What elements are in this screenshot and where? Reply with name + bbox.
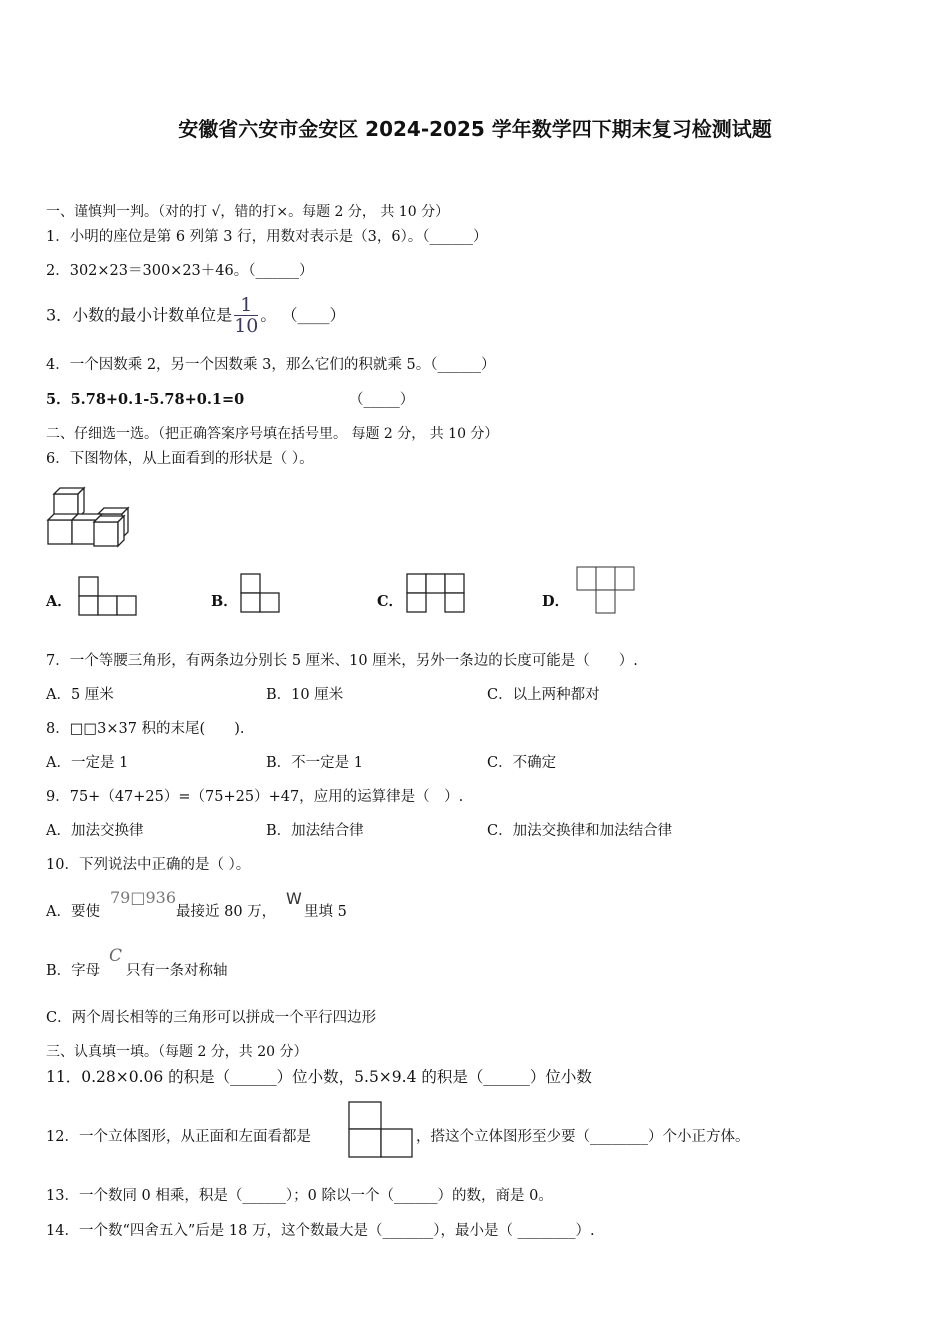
q7-option-b: B．10 厘米 (266, 687, 344, 703)
q10-option-b-letter: C (109, 946, 123, 966)
fraction-one-tenth (234, 296, 258, 336)
q10-option-a-prefix: A．要使 (46, 904, 100, 920)
question-9: 9．75+（47+25）=（75+25）+47，应用的运算律是（ ）. (46, 789, 464, 805)
q10-option-b-prefix: B．字母 (46, 963, 101, 979)
question-12-suffix: ，搭这个立体图形至少要（________）个小正方体。 (416, 1129, 750, 1145)
question-3 (46, 296, 345, 336)
q7-option-c: C．以上两种都对 (487, 687, 600, 703)
question-8: 8．□□3×37 积的末尾( ). (46, 721, 245, 737)
q9-option-a: A．加法交换律 (46, 823, 144, 839)
q8-option-b: B．不一定是 1 (266, 755, 363, 771)
question-11: 11．0.28×0.06 的积是（______）位小数，5.5×9.4 的积是（______）位小数 (46, 1068, 592, 1086)
page-title: 安徽省六安市金安区 2024-2025 学年数学四下期末复习检测试题 (178, 117, 772, 141)
question-3-blank: 。 （____） (260, 305, 346, 325)
q6-option-d-shape (576, 566, 638, 616)
question-14: 14．一个数“四舍五入”后是 18 万，这个数最大是（_______），最小是（ ________）. (46, 1223, 595, 1239)
q10-option-c: C．两个周长相等的三角形可以拼成一个平行四边形 (46, 1010, 377, 1026)
q10-option-a-suffix: 里填 5 (304, 904, 347, 920)
q6-option-b-shape (240, 573, 282, 615)
q10-option-a-middle: 最接近 80 万， (176, 904, 277, 920)
question-3-text: 3．小数的最小计数单位是 (46, 305, 233, 325)
q6-option-b-label: B． (211, 593, 238, 610)
q8-option-c: C．不确定 (487, 755, 557, 771)
q12-view-shape (348, 1101, 414, 1159)
question-13: 13．一个数同 0 相乘，积是（______）；0 除以一个（______）的数，商是 0。 (46, 1188, 553, 1204)
q6-option-a-shape (78, 576, 138, 618)
q6-option-c-shape (406, 573, 468, 615)
question-10: 10．下列说法中正确的是（ ）。 (46, 857, 251, 873)
q7-option-a: A．5 厘米 (46, 687, 114, 703)
question-4: 4．一个因数乘 2，另一个因数乘 3，那么它们的积就乘 5。（______） (46, 357, 496, 373)
fraction-numerator: 1 (240, 294, 253, 316)
section-1-heading: 一、谨慎判一判。（对的打 √，错的打×。每题 2 分， 共 10 分） (46, 204, 450, 220)
fraction-denominator: 10 (234, 315, 259, 337)
cube-stack-figure (46, 484, 130, 548)
q9-option-b: B．加法结合律 (266, 823, 364, 839)
question-6: 6．下图物体，从上面看到的形状是（ ）。 (46, 451, 314, 467)
q6-option-d-label: D． (542, 593, 570, 610)
section-2-heading: 二、仔细选一选。（把正确答案序号填在括号里。 每题 2 分， 共 10 分） (46, 426, 499, 442)
question-1: 1．小明的座位是第 6 列第 3 行，用数对表示是（3，6）。（______） (46, 229, 488, 245)
section-3-heading: 三、认真填一填。（每题 2 分，共 20 分） (46, 1044, 308, 1060)
question-5: 5．5.78+0.1-5.78+0.1=0 (46, 391, 245, 408)
question-7: 7．一个等腰三角形，有两条边分别长 5 厘米、10 厘米，另外一条边的长度可能是（ ）. (46, 653, 638, 669)
q10-option-b-suffix: 只有一条对称轴 (126, 963, 228, 979)
q8-option-a: A．一定是 1 (46, 755, 129, 771)
question-5-blank: （_____） (349, 392, 415, 408)
q6-option-c-label: C． (377, 593, 404, 610)
question-2: 2．302×23＝300×23＋46。（______） (46, 263, 314, 279)
q9-option-c: C．加法交换律和加法结合律 (487, 823, 673, 839)
q10-option-a-symbol: W (286, 889, 302, 908)
question-12-text: 12．一个立体图形，从正面和左面看都是 (46, 1129, 311, 1145)
q6-option-a-label: A． (46, 593, 72, 610)
q10-option-a-number: 79□936 (110, 888, 177, 907)
